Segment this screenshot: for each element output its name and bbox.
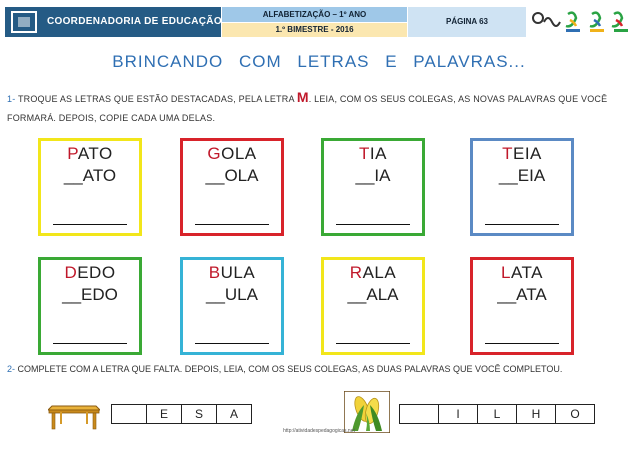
city-emblem-icon [11, 11, 37, 33]
question-2 [7, 360, 632, 379]
word-box [38, 138, 142, 236]
puzzle-1-cells [112, 404, 252, 424]
word-original [473, 144, 571, 164]
highlighted-letter: T [502, 144, 513, 163]
word-rest: ULA [220, 263, 256, 282]
puzzle-cell: I [438, 404, 478, 424]
word-box [470, 138, 574, 236]
puzzle-cell: S [181, 404, 217, 424]
word-box [180, 138, 284, 236]
puzzle-2-cells [400, 404, 595, 424]
word-box [321, 138, 425, 236]
header-term: 1.º BIMESTRE - 2016 [222, 23, 407, 37]
highlighted-letter: P [67, 144, 78, 163]
word-box [321, 257, 425, 355]
header-page-number: PÁGINA 63 [408, 7, 526, 37]
word-rest: IA [369, 144, 387, 163]
word-box [470, 257, 574, 355]
puzzle-cell: A [216, 404, 252, 424]
word-original [41, 263, 139, 283]
answer-line[interactable] [53, 343, 127, 344]
answer-line[interactable] [485, 343, 559, 344]
question-1-text-a: TROQUE AS LETRAS QUE ESTÃO DESTACADAS, PELA LETRA [17, 94, 295, 104]
word-blank: __EDO [62, 285, 118, 304]
word-blank: __ATO [63, 166, 117, 185]
word-rest: EDO [77, 263, 116, 282]
word-blank: __ALA [347, 285, 399, 304]
word-original [324, 144, 422, 164]
word-blank: __ATA [497, 285, 547, 304]
puzzle-cell-blank[interactable] [399, 404, 439, 424]
highlighted-letter: G [207, 144, 222, 163]
highlighted-letter: T [359, 144, 370, 163]
question-1-text-b: . LEIA, COM OS SEUS COLEGAS, AS NOVAS PALAVRAS QUE VOCÊ FORMARÁ. DEPOIS, COPIE CADA UMA DELAS. [7, 94, 608, 123]
answer-line[interactable] [53, 224, 127, 225]
question-2-text: COMPLETE COM A LETRA QUE FALTA. DEPOIS, LEIA, COM OS SEUS COLEGAS, AS DUAS PALAVRAS QUE VOCÊ COMPLETOU. [17, 364, 563, 374]
puzzle-cell: L [477, 404, 517, 424]
word-rest: OLA [221, 144, 257, 163]
highlighted-letter: R [349, 263, 363, 282]
puzzle-cell: H [516, 404, 556, 424]
answer-line[interactable] [485, 224, 559, 225]
highlighted-letter: B [208, 263, 221, 282]
word-blank: __EIA [498, 166, 546, 185]
puzzle-cell: O [555, 404, 595, 424]
puzzle-cell: E [146, 404, 182, 424]
footer-url: http://atividadespedagogicas.net [283, 428, 355, 434]
word-rest: ATA [510, 263, 543, 282]
header-subject: ALFABETIZAÇÃO – 1º ANO [222, 7, 407, 22]
word-box [180, 257, 284, 355]
word-box [38, 257, 142, 355]
answer-line[interactable] [195, 224, 269, 225]
word-rest: ALA [362, 263, 397, 282]
page-title: BRINCANDO COM LETRAS E PALAVRAS... [112, 52, 526, 71]
question-1-letter: M [296, 89, 309, 105]
word-original [473, 263, 571, 283]
question-2-number: 2- [7, 364, 16, 374]
word-blank: __IA [355, 166, 391, 185]
question-1-number: 1- [7, 94, 16, 104]
question-1 [7, 88, 632, 128]
answer-line[interactable] [195, 343, 269, 344]
header-info [222, 7, 407, 37]
word-original [183, 144, 281, 164]
answer-line[interactable] [336, 224, 410, 225]
puzzle-cell-blank[interactable] [111, 404, 147, 424]
word-original [324, 263, 422, 283]
table-image [48, 398, 100, 430]
word-original [41, 144, 139, 164]
highlighted-letter: L [500, 263, 511, 282]
word-blank: __ULA [206, 285, 258, 304]
word-original [183, 263, 281, 283]
corn-image [344, 391, 390, 433]
word-rest: EIA [512, 144, 542, 163]
header-banner [5, 7, 221, 37]
olympics-logo-icon [530, 8, 634, 36]
highlighted-letter: D [64, 263, 78, 282]
word-blank: __OLA [205, 166, 259, 185]
answer-line[interactable] [336, 343, 410, 344]
header-org: COORDENADORIA DE EDUCAÇÃO [47, 16, 222, 27]
word-rest: ATO [77, 144, 113, 163]
